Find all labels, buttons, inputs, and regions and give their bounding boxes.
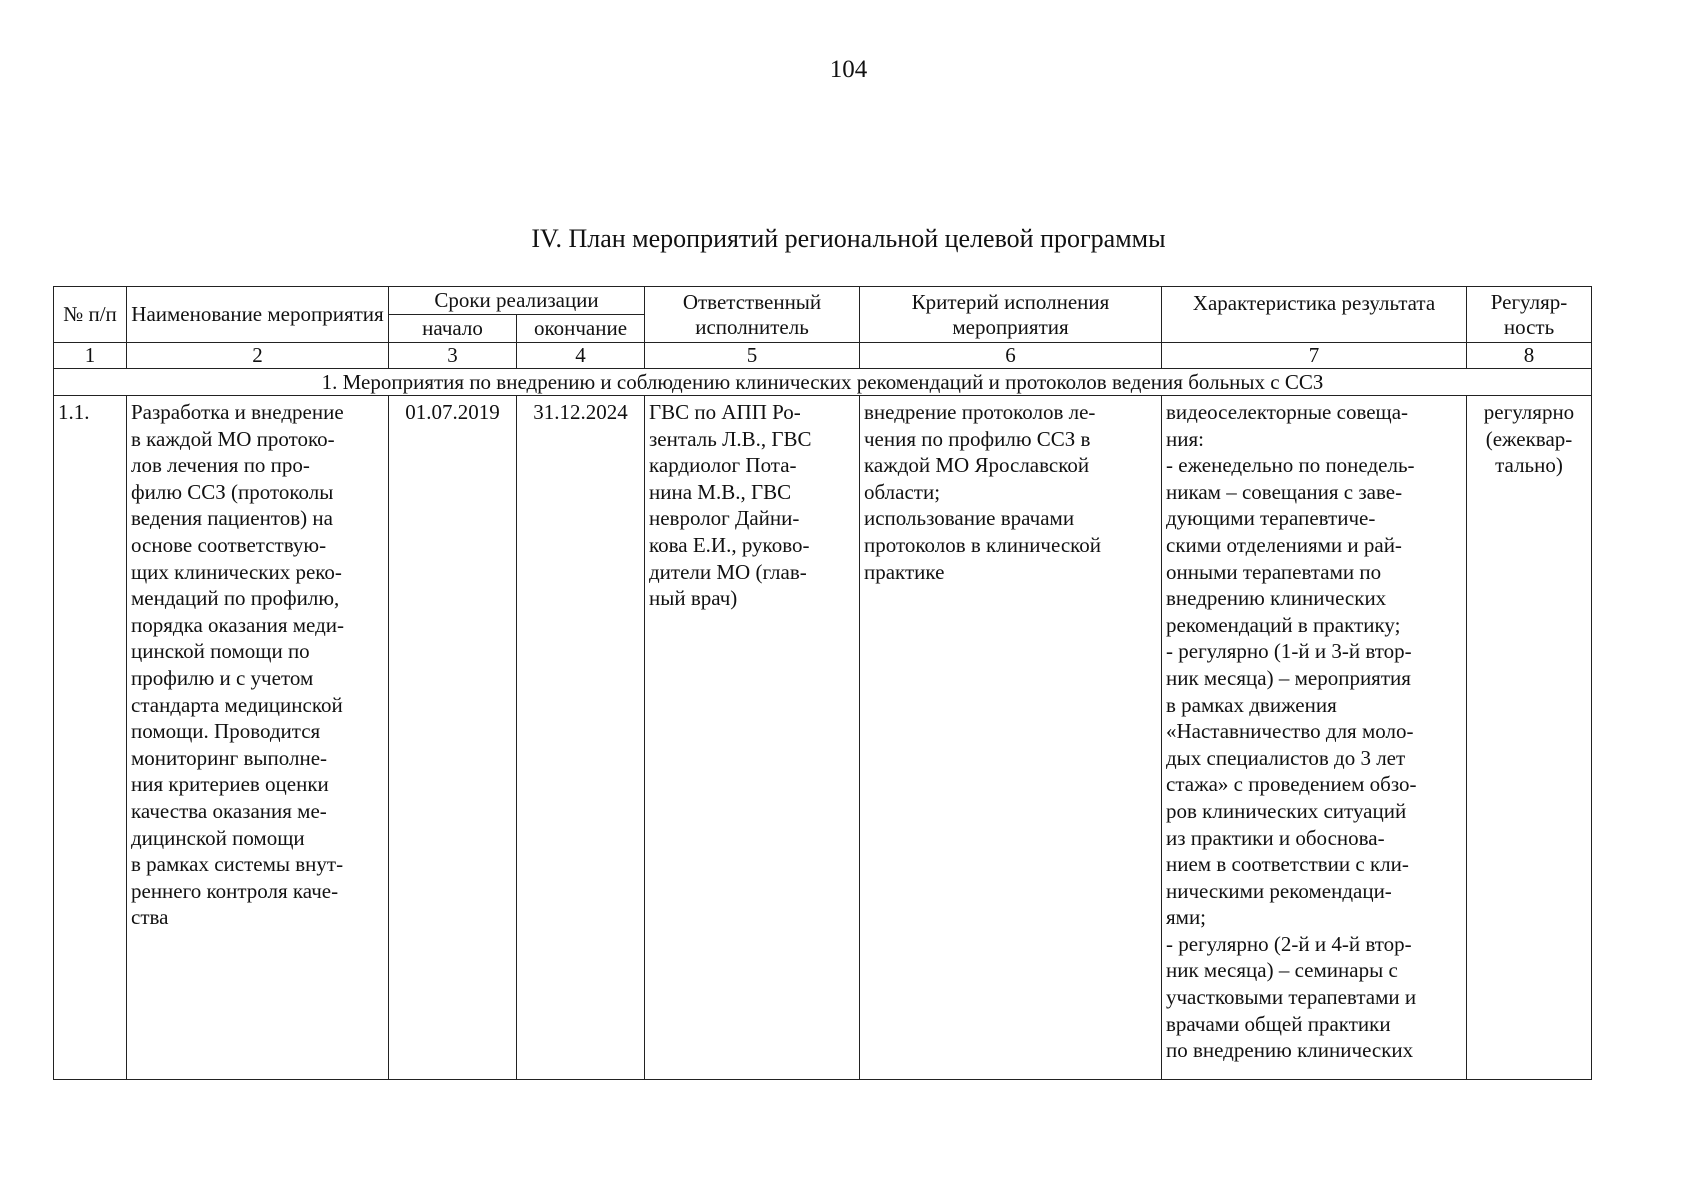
column-number: 2 [127, 343, 389, 369]
header-terms: Сроки реализации [389, 287, 645, 315]
plan-table [53, 286, 1592, 1080]
cell-line: ями; [1166, 905, 1207, 930]
cell-line: внедрение протоколов ле- [864, 400, 1096, 424]
column-number: 4 [517, 343, 645, 369]
cell-line: из практики и обоснова- [1166, 825, 1385, 850]
cell-line: зенталь Л.В., ГВС [649, 426, 812, 451]
cell-line: в рамках системы внут- [131, 852, 344, 877]
cell-line: участковыми терапевтами и [1166, 985, 1417, 1010]
column-number: 3 [389, 343, 517, 369]
cell-line: невролог Дайни- [649, 506, 800, 531]
cell-line: внедрению клинических [1166, 586, 1387, 611]
cell-line: чения по профилю ССЗ в [864, 426, 1091, 451]
row-responsible [645, 396, 860, 1080]
cell-line: в каждой МО протоко- [131, 426, 335, 451]
row-result [1162, 396, 1467, 1080]
cell-line: каждой МО Ярославской [864, 453, 1090, 478]
cell-line: протоколов в клинической [864, 532, 1102, 557]
header-num: № п/п [54, 287, 127, 343]
cell-line: - регулярно (2-й и 4-й втор- [1166, 931, 1412, 956]
row-start: 01.07.2019 [389, 396, 517, 1080]
cell-line: дицинской помощи [131, 825, 305, 850]
cell-line: дых специалистов до 3 лет [1166, 745, 1406, 770]
cell-line: нина М.В., ГВС [649, 479, 792, 504]
cell-line: по внедрению клинических [1166, 1038, 1414, 1063]
cell-line: скими отделениями и рай- [1166, 532, 1402, 557]
section-title: 1. Мероприятия по внедрению и соблюдению клинических рекомендаций и протоколов ведения больных с ССЗ [54, 369, 1592, 396]
column-number: 5 [645, 343, 860, 369]
cell-line: в рамках движения [1166, 692, 1337, 717]
cell-line: «Наставничество для моло- [1166, 719, 1414, 744]
cell-line: области; [864, 479, 941, 504]
page-title: IV. План мероприятий региональной целевой программы [531, 224, 1166, 253]
cell-line: (ежеквар- [1485, 426, 1573, 451]
header-start: начало [389, 315, 517, 343]
cell-line: реннего контроля каче- [131, 878, 339, 903]
row-criterion [860, 396, 1162, 1080]
cell-line: - еженедельно по понедель- [1166, 453, 1415, 478]
cell-line: использование врачами [864, 506, 1075, 531]
cell-line: ведения пациентов) на [131, 506, 333, 531]
cell-line: ническими рекомендаци- [1166, 878, 1392, 903]
cell-line: мониторинг выполне- [131, 745, 328, 770]
cell-line: порядка оказания меди- [131, 612, 344, 637]
cell-line: видеоселекторные совеща- [1166, 400, 1409, 424]
cell-line: онными терапевтами по [1166, 559, 1382, 584]
cell-line: - регулярно (1-й и 3-й втор- [1166, 639, 1412, 664]
row-regularity [1467, 396, 1592, 1080]
cell-line: тально) [1495, 453, 1563, 478]
cell-line: дующими терапевтиче- [1166, 506, 1376, 531]
cell-line: практике [864, 559, 945, 584]
cell-line: ГВС по АПП Ро- [649, 400, 801, 424]
cell-line: нием в соответствии с кли- [1166, 852, 1409, 877]
column-numbers-row [54, 343, 1592, 369]
row-end: 31.12.2024 [517, 396, 645, 1080]
cell-line: помощи. Проводится [131, 719, 321, 744]
cell-line: ров клинических ситуаций [1166, 798, 1407, 823]
header-result: Характеристика результата [1162, 287, 1467, 343]
header-end: окончание [517, 315, 645, 343]
cell-line: кардиолог Пота- [649, 453, 797, 478]
section-row [54, 369, 1592, 396]
cell-line: стандарта медицинской [131, 692, 343, 717]
column-number: 1 [54, 343, 127, 369]
cell-line: стажа» с проведением обзо- [1166, 772, 1417, 797]
cell-line: лов лечения по про- [131, 453, 310, 478]
cell-line: щих клинических реко- [131, 559, 342, 584]
cell-line: профилю и с учетом [131, 665, 314, 690]
header-name: Наименование мероприятия [127, 287, 389, 343]
column-number: 6 [860, 343, 1162, 369]
cell-line: рекомендаций в практику; [1166, 612, 1401, 637]
cell-line: ства [131, 905, 169, 930]
cell-line: регулярно [1483, 400, 1575, 424]
cell-line: мендаций по профилю, [131, 586, 340, 611]
cell-line: ник месяца) – мероприятия [1166, 665, 1411, 690]
header-regularity: Регуляр-ность [1467, 287, 1592, 343]
column-number: 8 [1467, 343, 1592, 369]
row-num: 1.1. [54, 396, 127, 1080]
header-criterion: Критерий исполнения мероприятия [860, 287, 1162, 343]
table-row [54, 396, 1592, 1080]
cell-line: филю ССЗ (протоколы [131, 479, 334, 504]
cell-line: основе соответствую- [131, 532, 327, 557]
cell-line: врачами общей практики [1166, 1011, 1391, 1036]
header-responsible: Ответственный исполнитель [645, 287, 860, 343]
cell-line: ник месяца) – семинары с [1166, 958, 1398, 983]
column-number: 7 [1162, 343, 1467, 369]
page-number: 104 [829, 56, 868, 83]
row-name [127, 396, 389, 1080]
cell-line: ный врач) [649, 586, 738, 611]
cell-line: ния: [1166, 426, 1204, 451]
cell-line: качества оказания ме- [131, 798, 327, 823]
cell-line: цинской помощи по [131, 639, 310, 664]
cell-line: дители МО (глав- [649, 559, 807, 584]
cell-line: кова Е.И., руково- [649, 532, 810, 557]
cell-line: никам – совещания с заве- [1166, 479, 1403, 504]
cell-line: Разработка и внедрение [131, 400, 344, 424]
cell-line: ния критериев оценки [131, 772, 329, 797]
